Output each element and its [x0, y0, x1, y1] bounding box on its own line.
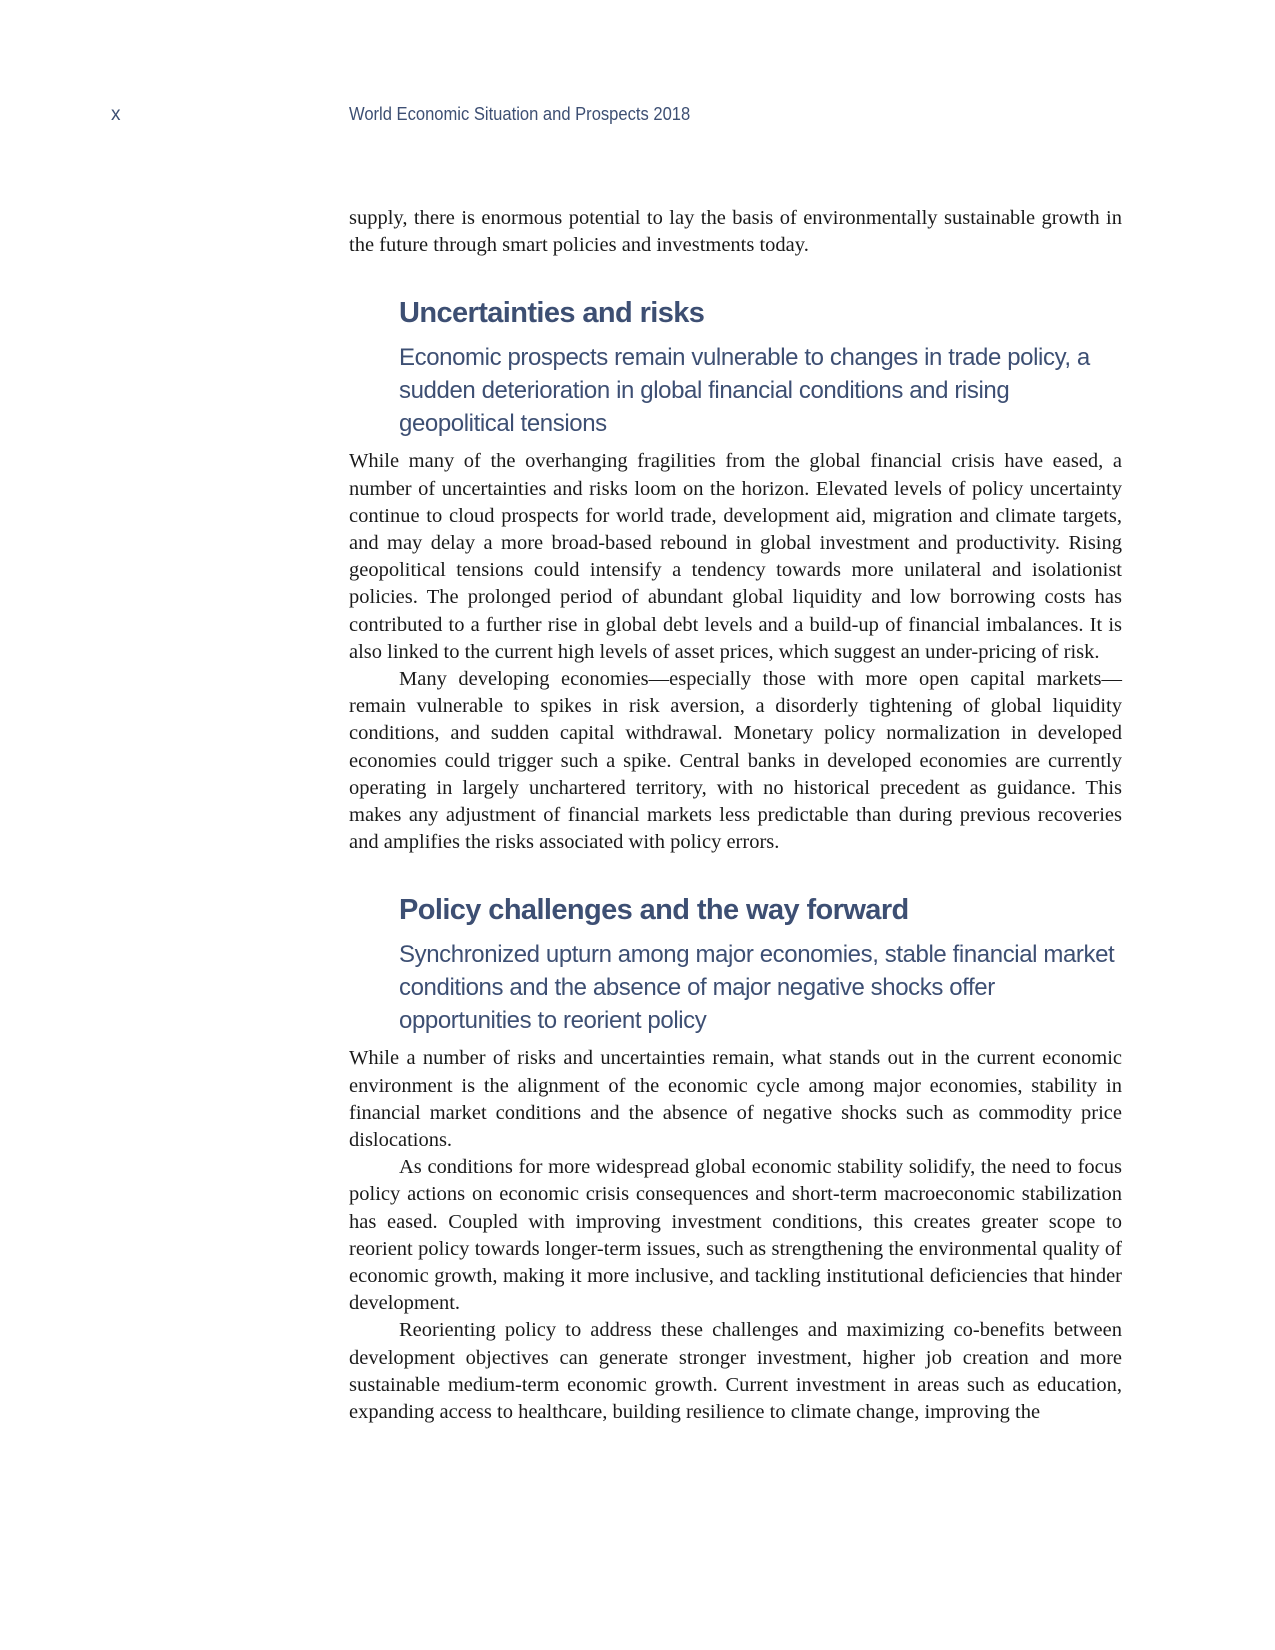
body-paragraph: While many of the overhanging fragilities from the global financial crisis have eased, a number of uncertainties and risks loom on the horizon. Elevated levels of policy uncertainty continue to cloud prospects for world trade, development aid, migration and climate targets, and may delay a more broad-based rebound in global investment and productivity. Rising geopolitical tensions could intensify a tendency towards more unilateral and isolationist policies. The prolonged period of abundant global liquidity and low borrowing costs has contributed to a further rise in global debt levels and a build-up of financial imbalances. It is also linked to the current high levels of asset prices, which suggest an under-pricing of risk. — [349, 450, 1122, 663]
section-title: Uncertainties and risks — [399, 297, 705, 330]
intro-paragraph: supply, there is enormous potential to lay the basis of environmentally sustainable growth in the future through smart policies and investments today. — [349, 207, 1122, 257]
body-paragraph: Many developing economies—especially those with more open capital markets—remain vulnerable to spikes in risk aversion, a disorderly tightening of global liquidity conditions, and sudden capital withdrawal. Monetary policy normalization in developed economies could trigger such a spike. Central banks in developed economies are currently operating in largely unchartered territory, with no historical precedent as guidance. This makes any adjustment of financial markets less predictable than during previous recoveries and amplifies the risks associated with policy errors. — [349, 668, 1122, 854]
section-heading-uncertainties — [399, 295, 1122, 440]
section-subtitle: Synchronized upturn among major economies, stable financial market conditions and the absence of major negative shocks offer opportunities to reorient policy — [399, 941, 1115, 1035]
page-number: x — [111, 104, 121, 125]
running-header-title: World Economic Situation and Prospects 2018 — [349, 104, 691, 124]
section-subtitle: Economic prospects remain vulnerable to changes in trade policy, a sudden deterioration in global financial conditions and rising geopolitical tensions — [399, 344, 1090, 438]
page-content — [349, 205, 1122, 1426]
body-paragraph: As conditions for more widespread global economic stability solidify, the need to focus policy actions on economic crisis consequences and short-term macroeconomic stabilization has eased. Coupled with improving investment conditions, this creates greater scope to reorient policy towards longer-term issues, such as strengthening the environmental quality of economic growth, making it more inclusive, and tackling institutional deficiencies that hinder development. — [349, 1156, 1122, 1315]
section-title: Policy challenges and the way forward — [399, 894, 909, 927]
section-heading-policy-challenges — [399, 892, 1122, 1037]
body-paragraph: While a number of risks and uncertainties remain, what stands out in the current economic environment is the alignment of the economic cycle among major economies, stability in financial market conditions and the absence of negative shocks such as commodity price dislocations. — [349, 1047, 1122, 1152]
body-paragraph: Reorienting policy to address these challenges and maximizing co-benefits between development objectives can generate stronger investment, higher job creation and more sustainable medium-term economic growth. Current investment in areas such as education, expanding access to healthcare, building resilience to climate change, improving the — [349, 1319, 1122, 1424]
